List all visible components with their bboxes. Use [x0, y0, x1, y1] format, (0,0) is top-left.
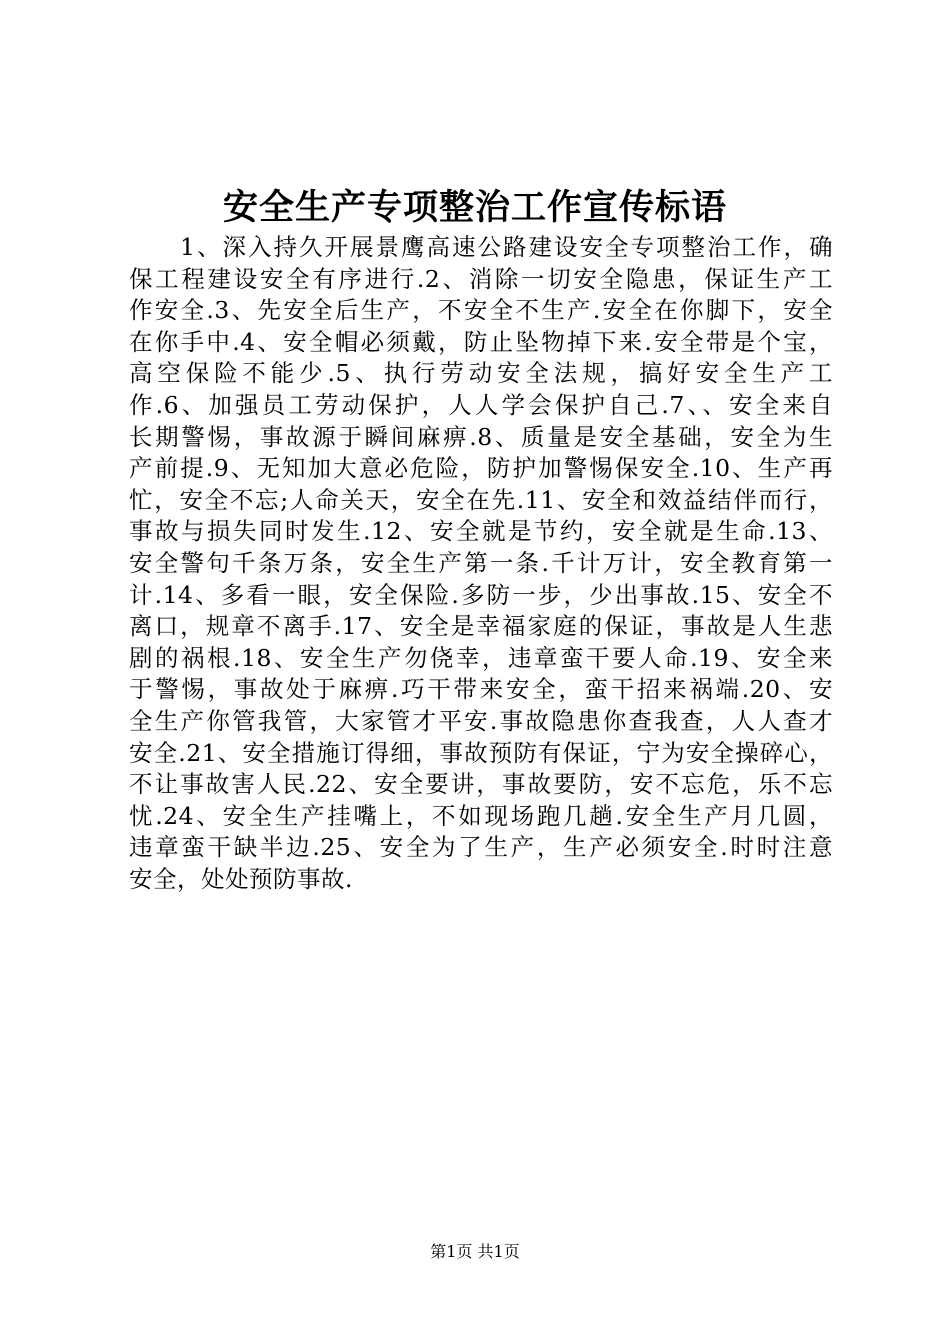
body-line: 安全，处处预防事故. — [129, 864, 353, 893]
body-line: 离口，规章不离手.17、安全是幸福家庭的保证，事故是人生悲 — [129, 612, 833, 641]
body-line: 安全.21、安全措施订得细，事故预防有保证，宁为安全操碎心， — [129, 738, 833, 767]
body-line: 产前提.9、无知加大意必危险，防护加警惕保安全.10、生产再 — [129, 454, 833, 483]
document-title: 安全生产专项整治工作宣传标语 — [222, 187, 727, 228]
page-footer: 第1页 共1页 — [430, 1242, 520, 1261]
document-body — [129, 232, 833, 895]
body-line: 保工程建设安全有序进行.2、消除一切安全隐患，保证生产工 — [129, 264, 833, 293]
body-line: 计.14、多看一眼，安全保险.多防一步，少出事故.15、安全不 — [129, 580, 833, 609]
body-line: 安全警句千条万条，安全生产第一条.千计万计，安全教育第一 — [129, 548, 833, 577]
body-line: 违章蛮干缺半边.25、安全为了生产，生产必须安全.时时注意 — [129, 833, 833, 862]
body-line: 1、深入持久开展景鹰高速公路建设安全专项整治工作，确 — [129, 233, 833, 261]
body-line: 剧的祸根.18、安全生产勿侥幸，违章蛮干要人命.19、安全来 — [129, 643, 833, 672]
body-line: 于警惕，事故处于麻痹.巧干带来安全，蛮干招来祸端.20、安 — [129, 675, 833, 704]
body-line: 事故与损失同时发生.12、安全就是节约，安全就是生命.13、 — [129, 517, 833, 546]
body-line: 忙，安全不忘;人命关天，安全在先.11、安全和效益结伴而行， — [129, 485, 833, 514]
body-line: 全生产你管我管，大家管才平安.事故隐患你查我查，人人查才 — [129, 706, 833, 735]
body-line: 长期警惕，事故源于瞬间麻痹.8、质量是安全基础，安全为生 — [129, 422, 833, 451]
body-line: 作.6、加强员工劳动保护，人人学会保护自己.7、、安全来自 — [129, 390, 833, 419]
body-line: 忧.24、安全生产挂嘴上，不如现场跑几趟.安全生产月几圆， — [129, 801, 833, 830]
body-line: 不让事故害人民.22、安全要讲，事故要防，安不忘危，乐不忘 — [129, 770, 833, 799]
body-line: 作安全.3、先安全后生产，不安全不生产.安全在你脚下，安全 — [129, 296, 833, 325]
body-line: 高空保险不能少.5、执行劳动安全法规，搞好安全生产工 — [129, 359, 833, 388]
body-line: 在你手中.4、安全帽必须戴，防止坠物掉下来.安全带是个宝， — [129, 327, 833, 356]
